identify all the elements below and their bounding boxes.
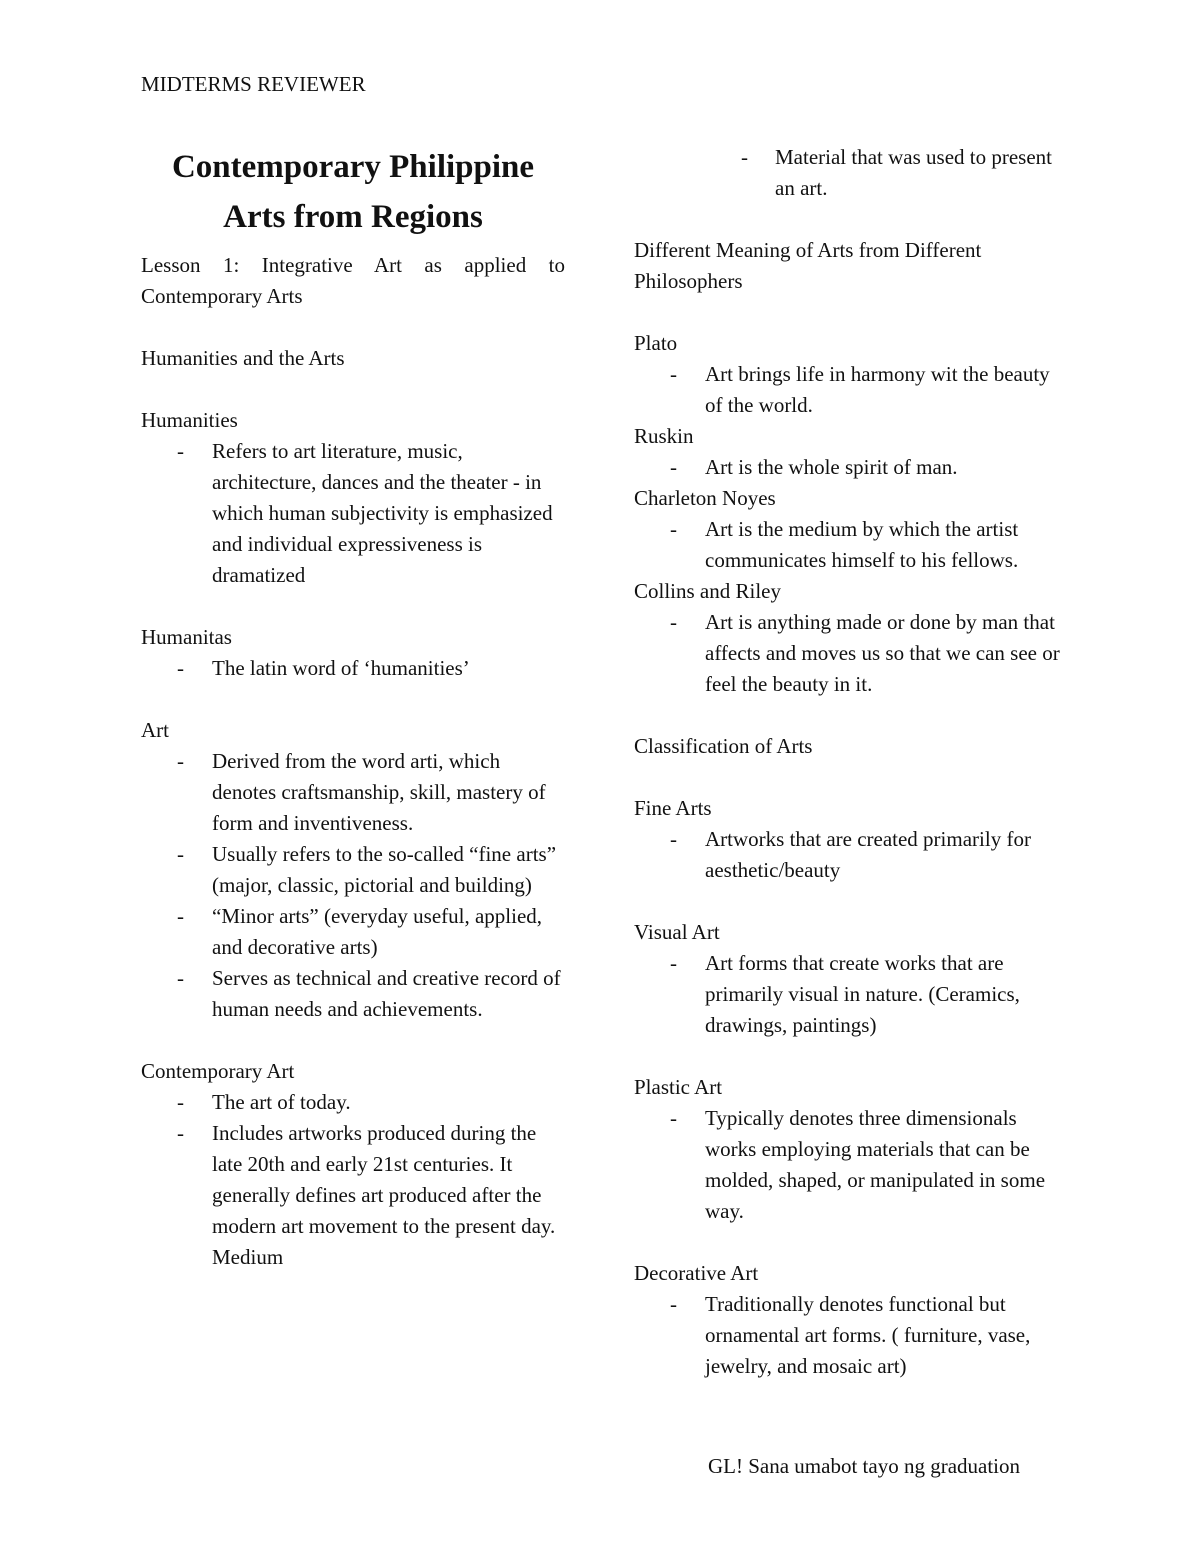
philosophers-heading: Different Meaning of Arts from Different Philosophers xyxy=(634,238,982,293)
contemporary-list xyxy=(141,1087,565,1242)
list-item: - Derived from the word arti, which denotes craftsmanship, skill, mastery of form and inventiveness. xyxy=(177,749,546,835)
page-footer: GL! Sana umabot tayo ng graduation xyxy=(708,1454,1021,1478)
list-item: - The latin word of ‘humanities’ xyxy=(177,656,470,680)
list-item: - Includes artworks produced during the late 20th and early 21st centuries. It generally defines art produced after the modern art movement to the present day. xyxy=(177,1121,556,1238)
right-column xyxy=(634,142,1064,1382)
humanitas-heading: Humanitas xyxy=(141,625,232,649)
list-item: - Art is anything made or done by man that affects and moves us so that we can see or feel the beauty in it. xyxy=(670,610,1060,696)
art-heading: Art xyxy=(141,718,169,742)
contemporary-heading: Contemporary Art xyxy=(141,1059,295,1083)
list-item: - Art forms that create works that are primarily visual in nature. (Ceramics, drawings, paintings) xyxy=(670,951,1020,1037)
fine-arts-heading: Fine Arts xyxy=(634,796,712,820)
document-title xyxy=(141,142,565,242)
list-item: - Typically denotes three dimensionals works employing materials that can be molded, shaped, or manipulated in some way. xyxy=(670,1106,1046,1223)
ruskin-heading: Ruskin xyxy=(634,424,694,448)
art-list xyxy=(141,746,565,1025)
plato-heading: Plato xyxy=(634,331,678,355)
list-item: - Usually refers to the so-called “fine arts” (major, classic, pictorial and building) xyxy=(177,842,557,897)
list-item: - Art brings life in harmony wit the beauty of the world. xyxy=(670,362,1050,417)
visual-art-heading: Visual Art xyxy=(634,920,720,944)
title-line-2: Arts from Regions xyxy=(223,199,483,235)
humanitas-list xyxy=(141,653,565,684)
decorative-art-heading: Decorative Art xyxy=(634,1261,759,1285)
medium-label: Medium xyxy=(212,1245,284,1269)
plastic-art-heading: Plastic Art xyxy=(634,1075,723,1099)
collins-heading: Collins and Riley xyxy=(634,579,781,603)
classification-heading: Classification of Arts xyxy=(634,734,813,758)
list-item: - Art is the whole spirit of man. xyxy=(670,455,958,479)
title-line-1: Contemporary Philippine xyxy=(171,149,535,185)
humanities-list xyxy=(141,436,565,591)
list-item: - Refers to art literature, music, architecture, dances and the theater - in which human subjectivity is emphasized and individual expressiveness is dramatized xyxy=(177,439,553,587)
list-item: - Serves as technical and creative record of human needs and achievements. xyxy=(177,966,561,1021)
list-item: - “Minor arts” (everyday useful, applied, and decorative arts) xyxy=(177,904,543,959)
medium-definition: - Material that was used to present an art. xyxy=(741,145,1052,200)
list-item: - Artworks that are created primarily for aesthetic/beauty xyxy=(670,827,1031,882)
list-item: - Art is the medium by which the artist communicates himself to his fellows. xyxy=(670,517,1019,572)
lesson-title: Lesson 1: Integrative Art as applied to Contemporary Arts xyxy=(141,253,565,308)
list-item: - The art of today. xyxy=(177,1090,351,1114)
noyes-heading: Charleton Noyes xyxy=(634,486,776,510)
page-header: MIDTERMS REVIEWER xyxy=(141,72,366,96)
list-item: - Traditionally denotes functional but ornamental art forms. ( furniture, vase, jewelry, and mosaic art) xyxy=(670,1292,1031,1378)
left-column xyxy=(141,142,565,1273)
section-heading: Humanities and the Arts xyxy=(141,346,345,370)
humanities-heading: Humanities xyxy=(141,408,238,432)
